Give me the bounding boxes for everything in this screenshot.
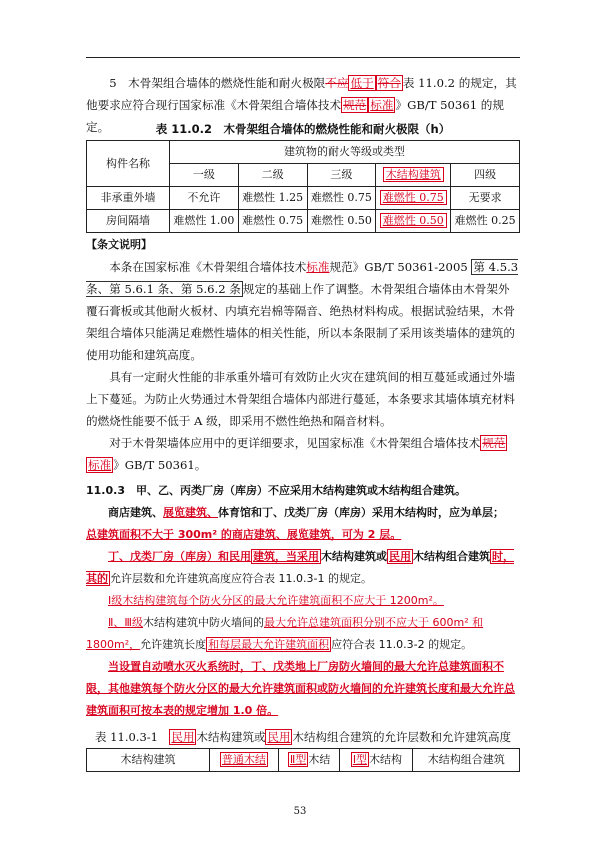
section5-text: 5 木骨架组合墙体的燃烧性能和耐火极限 <box>109 76 326 90</box>
section5-text: 表 11.0.2 的规定，其他要求应符合现行国家标准《木骨架组合墙体技术 <box>86 76 517 112</box>
page-number: 53 <box>293 806 307 817</box>
table-row <box>87 210 520 233</box>
clause-text: 允许层数和允许建筑高度应符合表 11.0.3-1 的规定。 <box>110 572 372 585</box>
table-cell: 不允许 <box>170 187 239 210</box>
level-4: 四级 <box>451 164 520 187</box>
revised-text: 和每层最大允许建筑面积 <box>208 638 330 651</box>
explanation-heading: 【条文说明】 <box>86 238 152 251</box>
header-text: 木结 <box>308 753 331 766</box>
clause-text: 木结构建筑或 <box>321 550 387 563</box>
revised-text: 建筑，当采用 <box>253 550 319 563</box>
table-11-0-2 <box>86 140 520 233</box>
explanation-text: 本条在国家标准《木骨架组合墙体技术 <box>109 260 307 274</box>
clause-text: 木结构建筑中防火墙间的 <box>143 616 264 629</box>
revised-text: 标准 <box>88 458 112 472</box>
level-wood <box>376 164 451 187</box>
table-row <box>87 187 520 210</box>
clause-text: 商店建筑、 <box>108 506 163 519</box>
revised-text: 低于 <box>350 76 374 90</box>
revised-text: 标准 <box>306 260 330 274</box>
table-cell: 无要求 <box>451 187 520 210</box>
revised-text: 民用 <box>171 730 195 744</box>
table-cell: 难燃性 0.25 <box>451 210 520 233</box>
table-11-0-2-caption <box>86 118 520 140</box>
clause-11-0-3 <box>86 480 520 722</box>
clause-text: 体育馆和丁、戊类厂房（库房）采用木结构时，应为单层； <box>218 506 504 519</box>
table-header <box>210 749 279 772</box>
explanation-text: 规定的基础上作了调整。木骨架组合墙体由木骨架外覆石膏板或其他耐火板材、内填充岩棉等隔音、绝热材料构成。根据试验结果，木骨架组合墙体只能满足难燃性墙体的相关性能，所以本条限制了采用该类墙体的建筑的使用功能和建筑高度。 <box>86 282 515 362</box>
caption-text: 木结构建筑或 <box>196 730 266 744</box>
section5-text: 》GB/T 50361 的规定。 <box>86 98 504 134</box>
col-header-name: 构件名称 <box>87 141 170 187</box>
table-cell <box>376 187 451 210</box>
header-text: 木结构 <box>369 753 403 766</box>
revised-text: 总建筑面积不大于 300m² 的商店建筑、展览建筑，可为 2 层。 <box>86 528 402 541</box>
revised-text: 民用 <box>389 550 411 563</box>
revised-text: Ⅱ、Ⅲ级 <box>108 616 143 629</box>
deleted-text: 规范 <box>343 98 367 112</box>
revised-text: 木结构建筑 <box>383 167 444 182</box>
table-caption: 表 11.0.2 木骨架组合墙体的燃烧性能和耐火极限（h） <box>155 122 451 136</box>
clause-text: 允许建筑长度 <box>140 638 207 651</box>
deleted-text: 符合 <box>377 76 401 90</box>
explanation-text: 》GB/T 50361。 <box>113 458 207 472</box>
col-group-header: 建筑物的耐火等级或类型 <box>170 141 520 164</box>
table-cell <box>376 210 451 233</box>
table-cell: 难燃性 0.50 <box>307 210 376 233</box>
table-11-0-3-1-caption <box>86 726 520 748</box>
deleted-text: 规范 <box>482 436 506 450</box>
table-cell: 难燃性 0.75 <box>307 187 376 210</box>
level-1: 一级 <box>170 164 239 187</box>
revised-text: 最大允许总建筑面积分别不应大于 600m² 和 1800m²， <box>86 616 484 651</box>
revised-text: 难燃性 0.50 <box>380 213 447 228</box>
revised-text: 时，其的 <box>86 550 514 585</box>
revised-text: Ⅰ级木结构建筑每个防火分区的最大允许建筑面积不应大于 1200m²。 <box>108 594 444 607</box>
caption-text: 表 11.0.3-1 <box>95 730 170 744</box>
row-name: 房间隔墙 <box>87 210 170 233</box>
explanation-text: 规范》GB/T 50361-2005 <box>329 260 472 274</box>
level-2: 二级 <box>238 164 307 187</box>
table-cell: 难燃性 1.25 <box>238 187 307 210</box>
revised-text: Ⅰ型 <box>352 753 368 766</box>
table-cell: 难燃性 1.00 <box>170 210 239 233</box>
clause-text: 木结构组合建筑 <box>413 550 490 563</box>
clause-text: 应符合表 11.0.3-2 的规定。 <box>331 638 473 651</box>
deleted-text: 不应 <box>325 76 349 90</box>
revised-text: 普通木结 <box>221 753 266 766</box>
explanation-text: 对于木骨架墙体应用中的更详细要求，见国家标准《木骨架组合墙体技术 <box>109 436 481 450</box>
revised-text: 当设置自动喷水灭火系统时，丁、戊类地上厂房防火墙间的最大允许总建筑面积不限，其他建筑每个防火分区的最大允许建筑面积或防火墙间的允许建筑长度和最大允许总建筑面积可按本表的规定增加 1.0 倍。 <box>86 660 515 717</box>
table-header <box>340 749 413 772</box>
revised-text: 展览建筑、 <box>163 506 218 519</box>
explanation <box>86 234 520 476</box>
row-name: 非承重外墙 <box>87 187 170 210</box>
table-11-0-3-1 <box>86 748 520 772</box>
revised-text: 标准 <box>370 98 394 112</box>
explanation-paragraph-2: 具有一定耐火性能的非承重外墙可有效防止火灾在建筑间的相互蔓延或通过外墙上下蔓延。为防止火势通过木骨架组合墙体内部进行蔓延，本条要求其墙体填充材料的燃烧性能要不低于 A 级，即采用不燃性绝热和隔音材料。 <box>86 370 515 428</box>
level-3: 三级 <box>307 164 376 187</box>
boxed-reference: 第 4.5.3 条、第 5.6.1 条、第 5.6.2 条 <box>86 260 519 296</box>
revised-text: Ⅱ型 <box>289 753 307 766</box>
table-cell: 难燃性 0.75 <box>238 210 307 233</box>
revised-text: 丁、戊类厂房（库房）和民用 <box>108 550 251 563</box>
table-header <box>278 749 340 772</box>
revised-text: 难燃性 0.75 <box>380 190 447 205</box>
caption-text: 木结构组合建筑的允许层数和允许建筑高度 <box>292 730 511 744</box>
clause-title: 11.0.3 甲、乙、丙类厂房（库房）不应采用木结构建筑或木结构组合建筑。 <box>86 484 466 497</box>
header-rule <box>86 57 520 58</box>
revised-text: 民用 <box>267 730 291 744</box>
table-header: 木结构建筑 <box>87 749 210 772</box>
table-header: 木结构组合建筑 <box>413 749 520 772</box>
